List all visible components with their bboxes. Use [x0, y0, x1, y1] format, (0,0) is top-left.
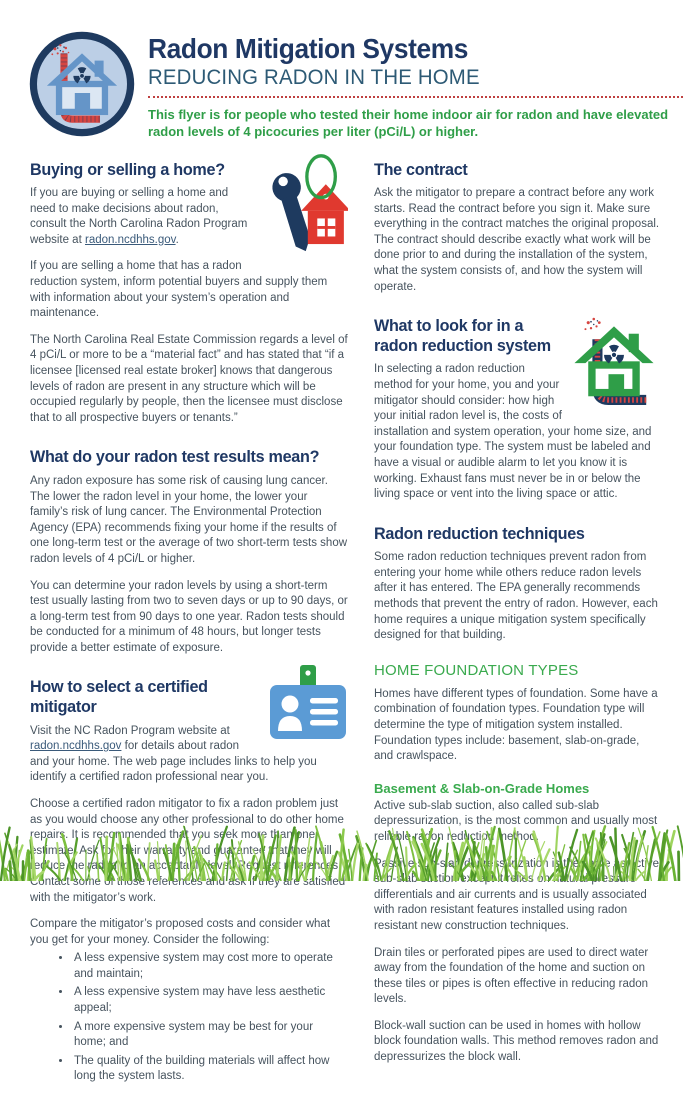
paragraph-text: If you are buying or selling a home and need to make decisions about radon, consult the North Carolina Radon Program website at — [30, 187, 248, 246]
list-item: • The quality of the building materials will affect how long the system lasts. — [72, 1054, 348, 1085]
list-item: • A less expensive system may have less aesthetic appeal; — [72, 985, 348, 1016]
paragraph: You can determine your radon levels by using a short-term test usually lasting from two to seven days or up to 90 days, or a long-term test from 90 days to one year. Radon tests should be conducted for a minimum of 48 hours, but longer tests provide a better estimate of exposure. — [30, 579, 348, 654]
list-item: • A more expensive system may be best for your home; and — [72, 1020, 348, 1051]
right-column — [374, 157, 660, 1095]
grass-image — [0, 819, 683, 881]
section-look-for — [374, 316, 660, 502]
paragraph: If you are selling a home that has a radon reduction system, inform potential buyers and supply them with information about your system’s operation and maintenance. — [30, 260, 328, 320]
section-foundation-types — [374, 662, 660, 765]
section-test-results — [30, 447, 348, 656]
paragraph: Some radon reduction techniques prevent radon from entering your home while others reduce radon levels after it has entered. The EPA generally recommends methods that prevent the entry of radon. However, each home requires a unique mitigation system specifically designed for that building. — [374, 551, 658, 642]
heading-contract: The contract — [374, 159, 468, 179]
paragraph: Active sub-slab suction, also called sub-slab depressurization, is the most common and usually most reliable radon reduction method. — [374, 799, 658, 843]
heading-look-for: What to look for in a radon reduction system — [374, 316, 551, 355]
mitigator-considerations-list — [30, 951, 348, 1085]
header — [0, 0, 683, 141]
heading-foundation-types: HOME FOUNDATION TYPES — [374, 661, 579, 679]
paragraph-text: for details about radon and your home. The web page includes links to help you identify a certified radon professional near you. — [30, 740, 317, 784]
intro-text: This flyer is for people who tested their home indoor air for radon and have elevated radon levels of 4 picocuries per liter (pCi/L) or higher. — [148, 106, 669, 139]
heading-buying-selling: Buying or selling a home? — [30, 159, 225, 179]
left-column — [30, 157, 348, 1095]
content-columns — [0, 157, 683, 1095]
section-certified-mitigator — [30, 677, 348, 1085]
heading-test-results: What do your radon test results mean? — [30, 447, 320, 467]
section-contract — [374, 160, 660, 296]
paragraph: The North Carolina Real Estate Commission regards a level of 4 pCi/L or more to be a “material fact” and has stated that “if a licensee [licensed real estate broker] knows that dangerous levels of radon are present in any structure which will be occupied regularly by people, then the licensee must disclose that to all prospective buyers or tenants.” — [30, 333, 348, 424]
paragraph: In selecting a radon reduction method for your home, you and your mitigator should consider: how high your initial radon level is, the costs of installation and system operation, your home size, and your foundation type. The system must be labeled and have a visual or audible alarm to let you know it is working. Exhaust fans must never be in or below the living space or vent into the living space or attic. — [374, 363, 652, 501]
heading-basement-slab: Basement & Slab-on-Grade Homes — [374, 780, 590, 796]
paragraph: Passive sub-slab depressurization is the same as active sub-slab suction except it relies on natural pressure differentials and air currents and is usually associated with radon resistant features installed using radon resistant new construction techniques. — [374, 857, 660, 932]
radon-house-logo-icon — [28, 30, 136, 138]
list-item: • A less expensive system may cost more to operate and maintain; — [72, 951, 348, 982]
paragraph-text: . — [175, 233, 179, 246]
paragraph: Compare the mitigator’s proposed costs and consider what you get for your money. Consider the following: — [30, 918, 331, 946]
paragraph: Ask the mitigator to prepare a contract before any work starts. Read the contract before you sign it. Make sure everything in the contract matches the original proposal. The contract should describe exactly what work will be done prior to and during the installation of the system, what the system consists of, and how the system will operate. — [374, 187, 660, 293]
radon-website-link[interactable]: radon.ncdhhs.gov — [84, 233, 176, 246]
paragraph: Any radon exposure has some risk of causing lung cancer. The lower the radon level in your home, the lower your family’s risk of lung cancer. The Environmental Protection Agency (EPA) recommends fixing your home if the results of one long-term test or the average of two short-term tests show radon levels of 4 pCi/L or higher. — [30, 474, 348, 565]
radon-website-link[interactable]: radon.ncdhhs.gov — [30, 740, 122, 753]
dotted-divider — [148, 96, 683, 98]
page-subtitle: REDUCING RADON IN THE HOME — [148, 65, 480, 89]
paragraph: Block-wall suction can be used in homes with hollow block foundation walls. This method removes radon and depressurizes the block wall. — [374, 1019, 659, 1064]
paragraph: Homes have different types of foundation. Some have a combination of foundation types. Foundation type will determine the type of mitigation system installed. Foundation types include: basement, slab-on-grade, and crawlspace. — [374, 687, 658, 763]
header-text — [148, 30, 683, 141]
page-title: Radon Mitigation Systems — [148, 33, 469, 64]
paragraph: Choose a certified radon mitigator to fix a radon problem just as you would choose any other professional to do other home repairs. It is recommended that you seek more than one estimate. Ask for their warranty and guarantee that they will reduce the radon to an acceptable level. Request references. Contact some of those references and ask if they are satisfied with the mitigator’s work. — [30, 797, 346, 904]
heading-certified-mitigator: How to select a certified mitigator — [30, 677, 208, 717]
paragraph: Drain tiles or perforated pipes are used to direct water away from the foundation of the home and suction on these tiles or pipes is often effective in reducing radon levels. — [374, 946, 649, 1006]
section-reduction-techniques — [374, 524, 660, 644]
paragraph-text: Visit the NC Radon Program website at — [30, 724, 230, 737]
heading-reduction-techniques: Radon reduction techniques — [374, 523, 585, 543]
section-buying-selling — [30, 160, 348, 427]
